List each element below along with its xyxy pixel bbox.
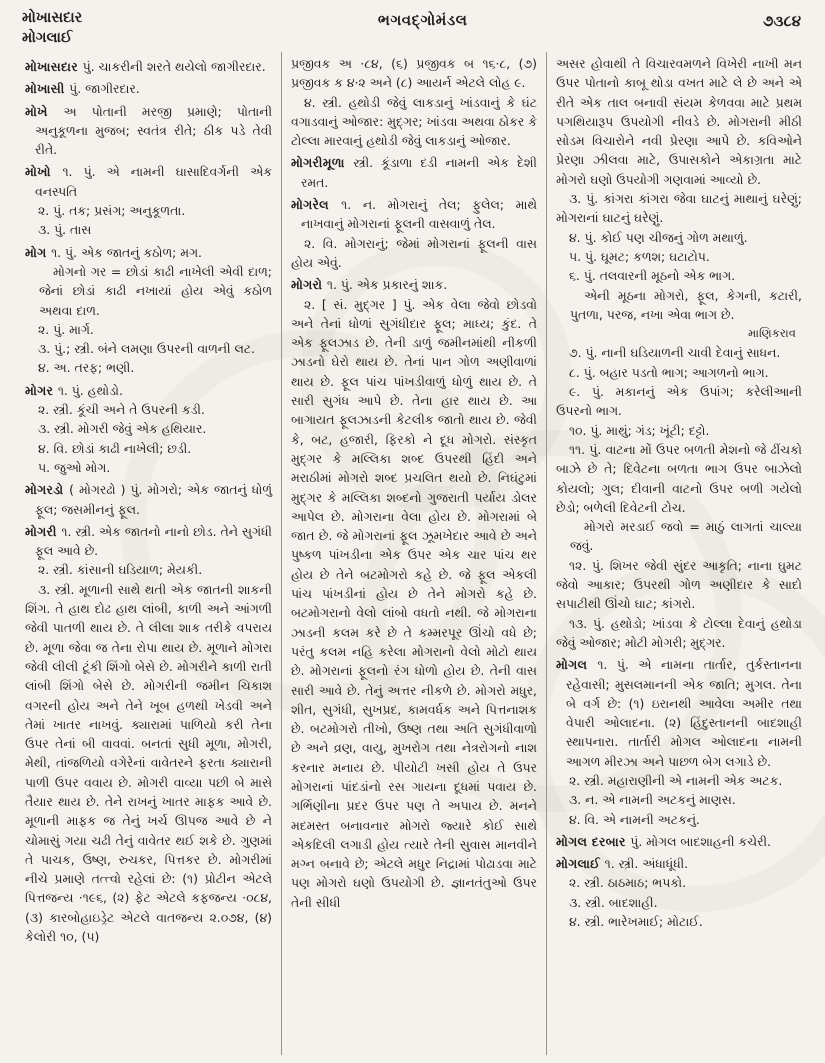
- column-3: [546, 52, 811, 1055]
- sense-item: ૨. સ્ત્રી. કાંસાની ઘડિયાળ; મેયકી.: [38, 562, 203, 578]
- guide-words: [22, 8, 82, 48]
- book-title: ભગવદ્ગોમંડલ: [377, 11, 468, 29]
- sense-item: ૧૦. પું. માથું; ગંડ; ખૂંટી; દટ્ટો.: [568, 422, 710, 438]
- dictionary-entry: મોગલ દરબાર પું. મોગલ બાદશાહની કચેરી.: [555, 833, 771, 849]
- page-number: ૭૩૮૪: [763, 12, 801, 30]
- dictionary-entry: મોખે અ પોતાની મરજી પ્રમાણે; પોતાની અનુકૂળના મુજબ; સ્વતંત્ર રીતે; ઠીક પડે તેવી રીતે.: [25, 103, 272, 158]
- dictionary-entry: મોગલ ૧. પું. એ નામના તાર્તાર, તુર્કસ્તાનના રહેવાસી; મુસલમાનની એક જાતિ; મુગલ. તેના બે વર્ગ છે: (૧) ઇરાનથી આવેલા અમીર તથા વેપારી ઓલાદના. (૨) હિંદુસ્તાનની બાદશાહી સ્થાપનારા. તાર્તારી મોગલ ઓલાદના નામની આગળ મીરઝા અને પાછળ બેગ લગાડે છે.: [555, 657, 802, 769]
- sense-item: ૪. અ. તરફ; ભણી.: [38, 360, 135, 376]
- sense-item: ૨. સ્ત્રી. ઠાઠમાઠ; ભપકો.: [568, 875, 687, 891]
- headword: મોખાસી: [25, 81, 70, 97]
- headword: મોગરડો: [25, 482, 70, 498]
- headword: મોગરી: [25, 523, 62, 539]
- sense-item: ૩. પું.; સ્ત્રી. બંને લમણા ઉપરની વાળની લટ.: [38, 341, 256, 357]
- sense-item: ૨. સ્ત્રી. મહારાણીની એ નામની એક અટક.: [568, 772, 783, 788]
- dictionary-entry: મોગરો ૧. પું. એક પ્રકારનું શાક.: [290, 277, 448, 293]
- sense-item: ૨. વિ. મોગરાનું; જેમાં મોગરાનાં ફૂલની વાસ હોય એવું.: [290, 235, 537, 270]
- sense-item: ૪. વિ. એ નામની અટકનું.: [568, 811, 700, 827]
- sense-item: ૧૩. પું. હથોડો; ખાંડવા કે ટોલ્લા દેવાનું હથોડા જેવું ઓજાર; મોટી મોગરી; મુદ્ગર.: [555, 615, 802, 650]
- sense-item: ૩. ન. એ નામની અટકનું માણસ.: [568, 792, 736, 808]
- headword: મોગર: [25, 382, 58, 398]
- headword: મોગ: [25, 244, 52, 260]
- headword: મોગલાઈ: [555, 856, 605, 872]
- sense-item: ૯. પું. મકાનનું એક ઉપાંગ; કરેલીઆની ઉપરનો ભાગ.: [555, 384, 802, 419]
- sense-item: ૨. [ સં. મુદ્ગર ] પું. એક વેલા જેવો છોડવો અને તેનાં ધોળાં સુગંધીદાર ફૂલ; માધ્ય; કુંદ. તે એક ફૂલઝાડ છે. તેની ડાળું જમીનમાંથી નીકળી ઝાડનો ઘેરો થાય છે. તેનાં પાન ગોળ અણીવાળાં થાય છે. ફૂલ પાંચ પાંખડીવાળું ધોળું થાય છે. તે સારી સુગંધ આપે છે. તેના હાર થાય છે. આ બાગાયત ફૂલઝાડની કેટલીક જાતો થાય છે. જેવી કે, બટ, હજારી, ફિરકો ને દૂધ મોગરો. સંસ્કૃત મુદ્ગર કે મલ્લિકા શબ્દ ઉપરથી હિંદી અને મરાઠીમાં મોગરો શબ્દ પ્રચલિત થયો છે. નિઘંટુમાં મુદ્ગર કે મલ્લિકા શબ્દનો ગુજરાતી પર્યાય ડોલર આપેલ છે. મોગરાના વેલા હોય છે. મોગરામાં બે જાત છે. જે મોગરાનાં ફૂલ ઝૂમખેદાર આવે છે અને પુષ્કળ પાંખડીના એક ઉપર એક ચાર પાંચ થર હોય છે તેને બટમોગરો કહે છે. જે ફૂલ એકલી પાંચ પાંખડીનાં હોય છે તેને મોગરો કહે છે. બટમોગરાનો વેલો લાંબો વધતો નથી. જે મોગરાના ઝાડની કલમ કરે છે તે કમ્મરપૂર ઊંચો વધે છે; પરંતુ કલમ નહિ કરેલા મોગરાનો વેલો મોટો થાય છે. મોગરાનાં ફૂલનો રંગ ધોળો હોય છે. તેની વાસ સારી આવે છે. તેનું અત્તર નીકળે છે. મોગરો મધુર, શીત, સુગંધી, સુખપ્રદ, કામવર્ધક અને પિત્તનાશક છે. બટમોગરો તીખો, ઉષ્ણ તથા અતિ સુગંધીવાળો છે અને વ્રણ, વાયુ, મુખરોગ તથા નેત્રરોગનો નાશ કરનાર મનાય છે. પીયોટી ખસી હોય તે ઉપર મોગરાનાં પાંદડાંનો રસ ગાયના દૂધમાં પવાય છે. ગર્ભિણીના પ્રદર ઉપર પણ તે અપાય છે. મનને મદમસ્ત બનાવનાર મોગરો જ્યારે કોઈ સાથે એકદિલી લગાડી હોય ત્યારે તેની સુવાસ માનવીને મગ્ન બનાવે છે; એટલે મધુર નિદ્રામાં પોઢાડવા માટે પણ મોગરો ઘણો ઉપયોગી છે. જ્ઞાનતંતુઓ ઉપર તેની સીધી: [290, 296, 537, 910]
- sense-item: ૨. સ્ત્રી. કૂંચી અને તે ઉપરની કડી.: [38, 402, 205, 418]
- sense-item: ૪. પું. કોઈ પણ ચીજનું ગોળ મથાળું.: [568, 229, 748, 245]
- headword: મોગલ: [555, 657, 598, 673]
- headword: મોગરીમૂળા: [290, 155, 354, 171]
- guide-word-top: મોખાસદાર: [22, 10, 83, 26]
- sense-item: ૪. સ્ત્રી. હથોડી જેવું લાકડાનું ખાંડવાનું કે ઘંટ વગાડવાનું ઓજાર: મુદ્ગર; ખાંડવા અથવા ઠોકર કે ટોલ્લા મારવાનું હથોડી જેવું લાકડાનું ઓજાર.: [290, 94, 537, 149]
- dictionary-entry: મોગરીમૂળા સ્ત્રી. કૂંડાળા દડી નામની એક દેશી રમત.: [290, 155, 537, 190]
- sense-item: ૧૧. પું. વાટના મોં ઉપર બળતી મેશનો જે ઢીંચકો બાઝે છે તે; દિવેટના બળતા ભાગ ઉપર બાઝેલો કોયલો; ગુલ; દીવાની વાટનો ઉપર બળી ગયેલો છેડો; બળેલી દિવેટની ટોચ.: [555, 441, 802, 515]
- headword: મોખે: [25, 103, 64, 119]
- column-1: [16, 52, 281, 1055]
- sense-item: ૧૨. પું. શિખર જેવી સુંદર આકૃતિ; નાના ઘુમટ જેવો આકાર; ઉપરથી ગોળ અણીદાર કે સાદો સપાટીથી ઊંચો ઘાટ; કાંગરો.: [555, 557, 802, 612]
- sense-item: ૫. જુઓ મોગ.: [38, 459, 111, 475]
- sense-item: ૩. સ્ત્રી. બાદશાહી.: [568, 894, 658, 910]
- usage-note: મોગરો મરડાઈ જવો = માઠું લાગતાં ચાલ્યા જવું.: [569, 519, 802, 554]
- text-columns: [0, 50, 825, 1055]
- usage-note: મોગનો ગર = છોડાં કાઢી નાખેલી એવી દાળ; જેનાં છોડાં કાઢી નખાયાં હોય એવું કઠોળ અથવા દાળ.: [39, 263, 272, 318]
- column-2: [281, 52, 546, 1055]
- continuation-text: પ્રજીવક અ ·૮૪, (૬) પ્રજીવક બ ૧૬·૮, (૭) પ્રજીવક ક ૪·૨ અને (૮) આયર્ન એટલે લોહ ૯.: [290, 56, 537, 91]
- continuation-text: અસર હોવાથી તે વિચારવમળને વિખેરી નાખી મન ઉપર પોતાનો કાબૂ થોડા વખત માટે લે છે અને એ રીતે એક તાલ બનાવી સંયમ કેળવવા માટે પ્રથમ પગથિયારૂપ ઉપયોગી નીવડે છે. મોગરાની મીઠી સોડમ વિચારોને નવી પ્રેરણા આપે છે. કવિઓને પ્રેરણા ઝીલવા માટે, ઉપાસકોને એકાગ્રતા માટે મોગરો ઘણો ઉપયોગી ગણવામાં આવ્યો છે.: [555, 56, 802, 187]
- dictionary-entry: મોગરી ૧. સ્ત્રી. એક જાતનો નાનો છોડ. તેને સુગંધી ફૂલ આવે છે.: [25, 523, 272, 559]
- dictionary-entry: મોગ ૧. પું. એક જાતનું કઠોળ; મગ.: [25, 244, 203, 260]
- headword: મોખો: [25, 164, 63, 180]
- dictionary-entry: મોખો ૧. પું. એ નામની ઘાસાદિવર્ગની એક વનસ્પતિ: [25, 164, 272, 199]
- headword: મોગરો: [290, 277, 327, 293]
- sense-item: ૩. સ્ત્રી. મોગરી જેવું એક હથિયાર.: [38, 421, 207, 437]
- sense-item: ૨. પું. માર્ગ.: [38, 321, 94, 337]
- dictionary-entry: મોગરેલ ૧. ન. મોગરાનું તેલ; ફુલેલ; માથે નાખવાનું મોગરાનાં ફૂલની વાસવાળું તેલ.: [290, 197, 537, 232]
- sense-item: ૩. સ્ત્રી. મૂળાની સાથે થતી એક જાતની શાકની શિંગ. તે હાથ દોઢ હાથ લાંબી, કાળી અને આંગળી જેવી પાતળી થાય છે. તે લીલા શાક તરીકે વપરાય છે. મૂળા જેવા જ તેના રોપા થાય છે. મૂળાને મોગરા જેવી લીલી ટૂંકી શિંગો બેસે છે. મોગરીને કાળી રાતી લાંબી શિંગો બેસે છે. મોગરીની જમીન ચિકાશ વગરની હોય અને તેને ખૂબ હળથી ખેડવી અને તેમાં ખાતર નાખવું. ક્યારામાં પાળિયો કરી તેના ઉપર તેનાં બી વાવવાં. બનતાં સુધી મૂળા, મોગરી, મેથી, તાંજળિયો વગેરેનાં વાવેતરને ફરતા ક્યારાની પાળી ઉપર વવાય છે. મોગરી વાવ્યા પછી બે માસે તૈયાર થાય છે. તેને રાખનું ખાતર માફક આવે છે. મૂળાની માફક જ તેનું ખર્ચ ઊપજ આવે છે ને ચોમાસું ગયા ચઢી તેનું વાવેતર થઈ શકે છે. ગુણમાં તે પાચક, ઉષ્ણ, રુચકર, પિત્તકર છે. મોગરીમાં નીચે પ્રમાણે તત્ત્વો રહેલાં છે: (૧) પ્રોટીન એટલે પિત્તજન્ય ·૧૯૬, (૨) ફેટ એટલે કફજન્ય ·૦૮૪, (૩) કારબોહાઇડ્રેટ એટલે વાતજન્ય ૨.૦૭૪, (૪) કેલોરી ૧૦, (૫): [25, 581, 272, 945]
- dictionary-entry: મોગરડો ( મોગરઢો ) પું. મોગરો; એક જાતનું ધોળું ફૂલ; જસમીનનું ફૂલ.: [25, 482, 272, 517]
- dictionary-entry: મોખાસી પું. જાગીરદાર.: [25, 81, 140, 97]
- usage-note: એની મૂઠના મોગરો, ફૂલ, કેગની, કટારી, પુતળા, પરજ, નખા એવા ભાગ છે.: [569, 287, 802, 322]
- headword: મોખાસદાર: [25, 59, 83, 74]
- headword: મોગરેલ: [290, 197, 342, 213]
- sense-item: ૨. પું. તક; પ્રસંગ; અનુકૂળતા.: [38, 203, 186, 219]
- sense-item: ૪. સ્ત્રી. ભારેખમાઈ; મોટાઈ.: [568, 914, 703, 930]
- sense-item: ૩. પું. તાસ: [38, 222, 92, 238]
- attribution: માણિકરાવ: [747, 326, 796, 341]
- dictionary-entry: મોગલાઈ ૧. સ્ત્રી. અંધાધૂંધી.: [555, 856, 689, 872]
- sense-item: ૩. પું. કાંગરા કાંગરા જેવા ઘાટનું માથાનું ઘરેણું; મોગરાનાં ઘાટનું ઘરેણું.: [555, 191, 802, 226]
- dictionary-entry: મોખાસદાર પું. ચાકરીની શરતે થયેલો જાગીરદાર.: [25, 59, 266, 74]
- guide-word-bottom: મોગલાઈ: [22, 30, 73, 46]
- sense-item: ૫. પું. ઘૂમટ; કળશ; ઘટાટોપ.: [568, 248, 710, 264]
- sense-item: ૮. પું. બહાર પડતો ભાગ; આગળનો ભાગ.: [568, 364, 769, 380]
- sense-item: ૭. પું. નાની ઘડિયાળની ચાવી દેવાનું સાધન.: [568, 345, 781, 361]
- page-header: [0, 0, 825, 50]
- sense-item: ૬. પું. તલવારની મૂઠનો એક ભાગ.: [568, 268, 736, 284]
- headword: મોગલ દરબાર: [555, 833, 631, 849]
- sense-item: ૪. વિ. છોડાં કાઢી નાખેલી; છડી.: [38, 440, 192, 456]
- dictionary-entry: મોગર ૧. પું. હથોડો.: [25, 382, 123, 398]
